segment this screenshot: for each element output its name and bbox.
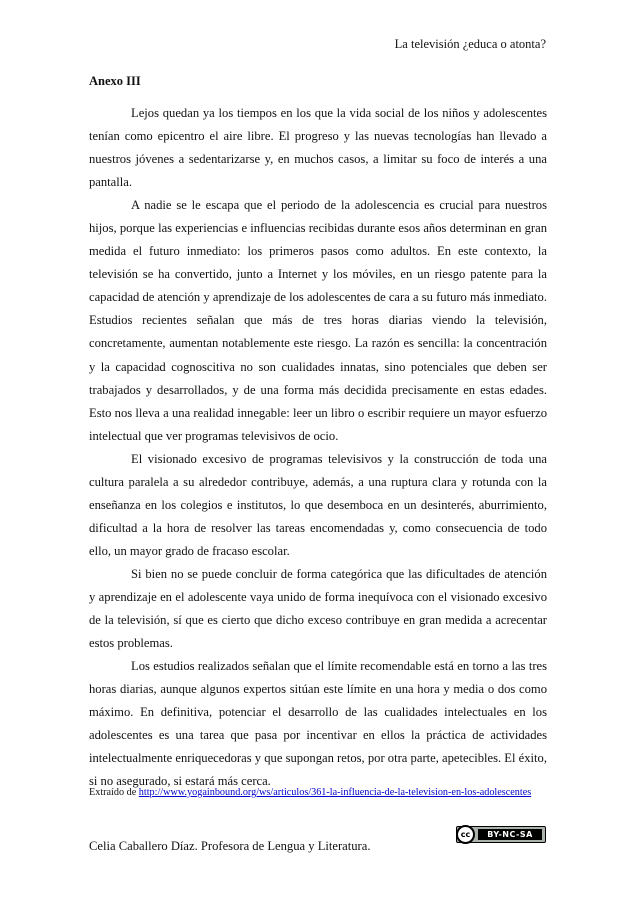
paragraph-1: Lejos quedan ya los tiempos en los que la vida social de los niños y adolescentes tenían como epicentro el aire libre. El progreso y las nuevas tecnologías han llevado a nuestros jóvenes a sedentarizarse y, en muchos casos, a limitar su foco de interés a una pantalla. bbox=[89, 106, 547, 190]
section-heading: Anexo III bbox=[89, 74, 141, 88]
cc-license-badge bbox=[456, 826, 546, 843]
paragraph-4: Si bien no se puede concluir de forma categórica que las dificultades de atención y aprendizaje en el adolescente vaya unido de forma inequívoca con el visionado excesivo de la televisión, sí que es cierto que dicho exceso contribuye en gran medida a acrecentar estos problemas. bbox=[89, 566, 547, 651]
source-citation bbox=[89, 786, 547, 799]
creative-commons-icon: cc bbox=[456, 825, 475, 844]
paragraph-3: El visionado excesivo de programas televisivos y la construcción de toda una cultura paralela a su alrededor contribuye, además, a una ruptura clara y rotunda con la enseñanza en los colegios e institutos, lo que desemboca en un desinterés, aburrimiento, dificultad a la hora de resolver las tareas encomendadas y, como consecuencia de todo ello, un mayor grado de fracaso escolar. bbox=[89, 451, 547, 558]
author-footer: Celia Caballero Díaz. Profesora de Lengua y Literatura. bbox=[89, 839, 371, 853]
running-header: La televisión ¿educa o atonta? bbox=[394, 37, 546, 51]
source-link[interactable]: http://www.yogainbound.org/ws/articulos/361-la-influencia-de-la-television-en-los-adolescentes bbox=[138, 787, 532, 798]
paragraph-2: A nadie se le escapa que el periodo de la adolescencia es crucial para nuestros hijos, porque las experiencias e influencias recibidas durante esos años determinan en gran medida el futuro inmediato: los primeros pasos como adultos. En este contexto, la televisión se ha convertido, junto a Internet y los móviles, en un riesgo patente para la capacidad de atención y aprendizaje de los adolescentes de cara a su futuro más inmediato. Estudios recientes señalan que más de tres horas diarias viendo la televisión, concretamente, aumentan notablemente este riesgo. La razón es sencilla: la concentración y la capacidad cognoscitiva no son cualidades innatas, sino potenciales que deben ser trabajados y desarrollados, y de una forma más decidida precisamente en estas edades. Esto nos lleva a una realidad innegable: leer un libro o escribir requiere un mayor esfuerzo intelectual que ver programas televisivos de ocio. bbox=[89, 198, 547, 443]
source-prefix: Extraído de bbox=[89, 787, 139, 798]
article-body bbox=[89, 102, 547, 793]
license-label: BY-NC-SA bbox=[478, 829, 542, 840]
paragraph-5: Los estudios realizados señalan que el límite recomendable está en torno a las tres horas diarias, aunque algunos expertos sitúan este límite en una hora y media o dos como máximo. En definitiva, potenciar el desarrollo de las cualidades intelectuales en los adolescentes es una tarea que pasa por incentivar en ellos la práctica de actividades intelectualmente enriquecedoras y que supongan retos, por otra parte, apetecibles. El éxito, si no asegurado, si estará más cerca. bbox=[89, 659, 547, 789]
